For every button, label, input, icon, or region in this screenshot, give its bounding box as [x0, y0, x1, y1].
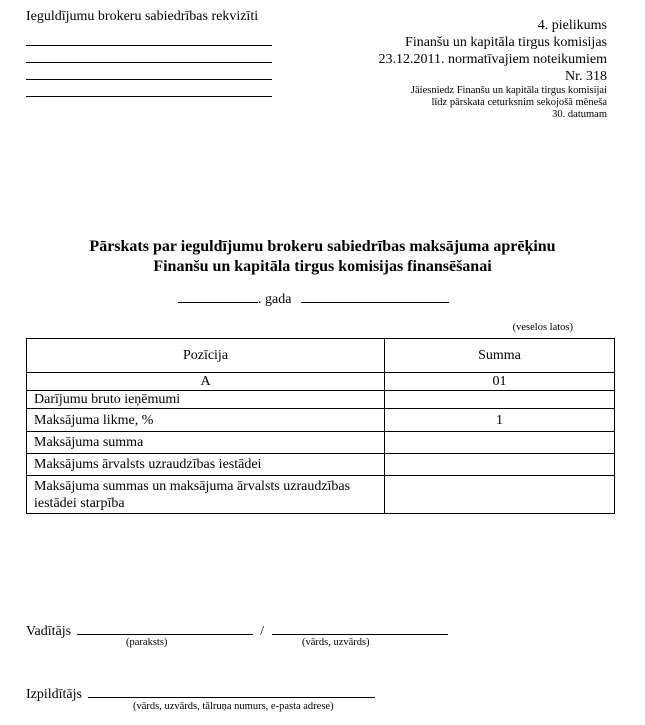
manager-label: Vadītājs — [26, 624, 72, 639]
row-label: Maksājums ārvalsts uzraudzības iestādei — [27, 454, 385, 476]
requisites-line-1 — [26, 45, 272, 46]
table-row — [27, 409, 615, 432]
row-label: Maksājuma likme, % — [27, 409, 385, 432]
table-row — [27, 391, 615, 409]
units-note: (veselos latos) — [512, 322, 573, 333]
row-value[interactable]: 1 — [385, 409, 615, 432]
annex-reg-number: Nr. 318 — [565, 69, 607, 84]
title-line-1: Pārskats par ieguldījumu brokeru sabiedrības maksājuma aprēķinu — [89, 238, 556, 255]
submission-note-2: līdz pārskata ceturksnim sekojošā mēneša — [431, 97, 607, 108]
title-line-2: Finanšu un kapitāla tirgus komisijas finansēšanai — [153, 258, 492, 275]
annex-issuer: Finanšu un kapitāla tirgus komisijas — [405, 35, 607, 50]
header-sum: Summa — [385, 339, 615, 373]
table-code-row — [27, 373, 615, 391]
code-cell-01: 01 — [385, 373, 615, 391]
manager-signature-line — [26, 621, 448, 640]
document-title — [0, 237, 645, 277]
annex-number: 4. pielikums — [537, 18, 607, 33]
table-row — [27, 476, 615, 514]
table-header-row — [27, 339, 615, 373]
requisites-line-2 — [26, 62, 272, 63]
row-value[interactable] — [385, 454, 615, 476]
executor-hint: (vārds, uzvārds, tālruņa numurs, e-pasta adrese) — [133, 701, 334, 712]
row-label: Maksājuma summa — [27, 432, 385, 454]
row-label: Maksājuma summas un maksājuma ārvalsts uzraudzības iestādei starpība — [27, 476, 385, 514]
annex-regulation: 23.12.2011. normatīvajiem noteikumiem — [378, 52, 607, 67]
submission-note-3: 30. datumam — [552, 109, 607, 120]
table-row — [27, 432, 615, 454]
submission-note-1: Jāiesniedz Finanšu un kapitāla tirgus komisijai — [410, 85, 607, 96]
row-value[interactable] — [385, 432, 615, 454]
row-value[interactable] — [385, 391, 615, 409]
year-line — [178, 289, 449, 308]
name-hint: (vārds, uzvārds) — [302, 637, 370, 648]
executor-blank[interactable] — [88, 684, 375, 698]
row-label: Darījumu bruto ieņēmumi — [27, 391, 385, 409]
year-label: . gada — [258, 292, 292, 307]
code-cell-a: A — [27, 373, 385, 391]
manager-name-blank[interactable] — [272, 621, 448, 635]
year-blank[interactable] — [178, 289, 258, 303]
table-row — [27, 454, 615, 476]
manager-signature-blank[interactable] — [77, 621, 253, 635]
signature-hint: (paraksts) — [126, 637, 168, 648]
header-position: Pozīcija — [27, 339, 385, 373]
requisites-title: Ieguldījumu brokeru sabiedrības rekvizīti — [26, 9, 259, 24]
period-blank[interactable] — [301, 289, 449, 303]
report-table — [26, 338, 615, 514]
requisites-line-3 — [26, 79, 272, 80]
annex-reference — [379, 17, 608, 121]
row-value[interactable] — [385, 476, 615, 514]
executor-label: Izpildītājs — [26, 687, 82, 702]
signature-separator: / — [260, 624, 264, 639]
requisites-line-4 — [26, 96, 272, 97]
